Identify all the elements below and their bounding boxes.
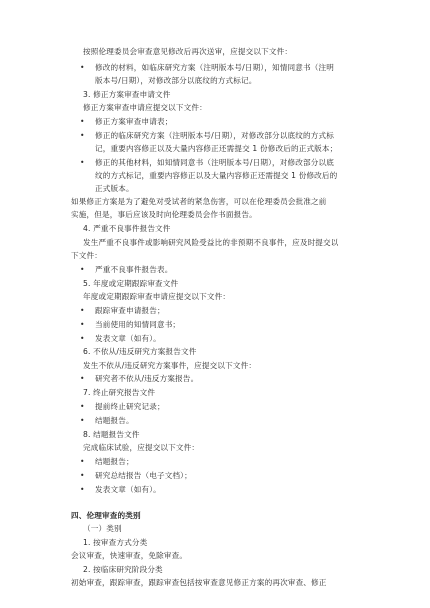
bullet-icon: •	[80, 402, 85, 411]
list-item-text: 研究者不依从/违反方案报告。	[95, 374, 199, 383]
paragraph-line: 年度或定期跟踪审查申请应提交以下文件：	[83, 292, 231, 301]
subheading: 4. 严重不良事件报告文件	[83, 224, 171, 233]
paragraph-line: 发生严重不良事件或影响研究风险受益比的非预期不良事件，应及时提交以	[83, 238, 339, 247]
list-item-text: 正式版本。	[95, 184, 134, 193]
list-item-text: 记，重要内容修正以及大量内容修正还需提交 1 份修改后的正式版本；	[95, 144, 338, 153]
paragraph-line: 完成临床试验，应提交以下文件：	[83, 443, 200, 452]
bullet-icon: •	[80, 334, 85, 343]
list-item-text: 版本号/日期），对修改部分以底纹的方式标记。	[95, 76, 257, 85]
paragraph-line: 发生不依从/违反研究方案事件，应提交以下文件：	[83, 361, 257, 370]
bullet-icon: •	[80, 471, 85, 480]
list-item-text: 严重不良事件报告表。	[95, 265, 173, 274]
bullet-icon: •	[80, 457, 85, 466]
paragraph-line: 会议审查，快速审查，免除审查。	[71, 551, 188, 560]
list-item-text: 纹的方式标记，重要内容修正以及大量内容修正还需提交 1 份修改后的	[95, 171, 338, 180]
subheading: 1. 按审查方式分类	[83, 538, 148, 547]
paragraph-line: 初始审查，跟踪审查，跟踪审查包括按审查意见修正方案的再次审查、修正	[71, 578, 327, 587]
subheading: 8. 结题报告文件	[83, 430, 140, 439]
bullet-icon: •	[80, 374, 85, 383]
paragraph-line: 修正方案审查申请应提交以下文件：	[83, 103, 207, 112]
list-item-text: 提前终止研究记录；	[95, 402, 165, 411]
bullet-icon: •	[80, 131, 85, 140]
list-item-text: 跟踪审查申请报告；	[95, 306, 165, 315]
subsection-heading: （一）类别	[83, 524, 122, 533]
subheading: 5. 年度或定期跟踪审查文件	[83, 279, 179, 288]
bullet-icon: •	[80, 63, 85, 72]
list-item-text: 修正的临床研究方案（注明版本号/日期），对修改部分以底纹的方式标	[95, 131, 334, 140]
bullet-icon: •	[80, 416, 85, 425]
bullet-icon: •	[80, 265, 85, 274]
bullet-icon: •	[80, 158, 85, 167]
subheading: 3. 修正方案审查申请文件	[83, 90, 171, 99]
list-item-text: 修改的材料，如临床研究方案（注明版本号/日期），知情同意书（注明	[95, 63, 334, 72]
paragraph-line: 按照伦理委员会审查意见修改后再次送审，应提交以下文件：	[83, 47, 293, 56]
paragraph-line: 实施，但是，事后应该及时向伦理委员会作书面报告。	[71, 210, 257, 219]
bullet-icon: •	[80, 117, 85, 126]
list-item-text: 当前使用的知情同意书；	[95, 320, 181, 329]
list-item-text: 结题报告；	[95, 457, 134, 466]
list-item-text: 研究总结报告（电子文档）；	[95, 471, 192, 480]
bullet-icon: •	[80, 320, 85, 329]
bullet-icon: •	[80, 306, 85, 315]
paragraph-line: 下文件：	[71, 251, 102, 260]
subheading: 2. 按临床研究阶段分类	[83, 565, 163, 574]
subheading: 7. 终止研究报告文件	[83, 388, 156, 397]
paragraph-line: 如果修正方案是为了避免对受试者的紧急伤害，可以在伦理委员会批准之前	[71, 197, 327, 206]
subheading: 6. 不依从/违反研究方案报告文件	[83, 347, 197, 356]
list-item-text: 发表文章（如有）。	[95, 485, 161, 494]
list-item-text: 修正方案审查申请表；	[95, 117, 173, 126]
list-item-text: 结题报告。	[95, 416, 134, 425]
section-heading: 四、伦理审查的类别	[71, 511, 141, 520]
bullet-icon: •	[80, 485, 85, 494]
list-item-text: 发表文章（如有）。	[95, 334, 161, 343]
list-item-text: 修正的其他材料，如知情同意书（注明版本号/日期），对修改部分以底	[95, 158, 334, 167]
